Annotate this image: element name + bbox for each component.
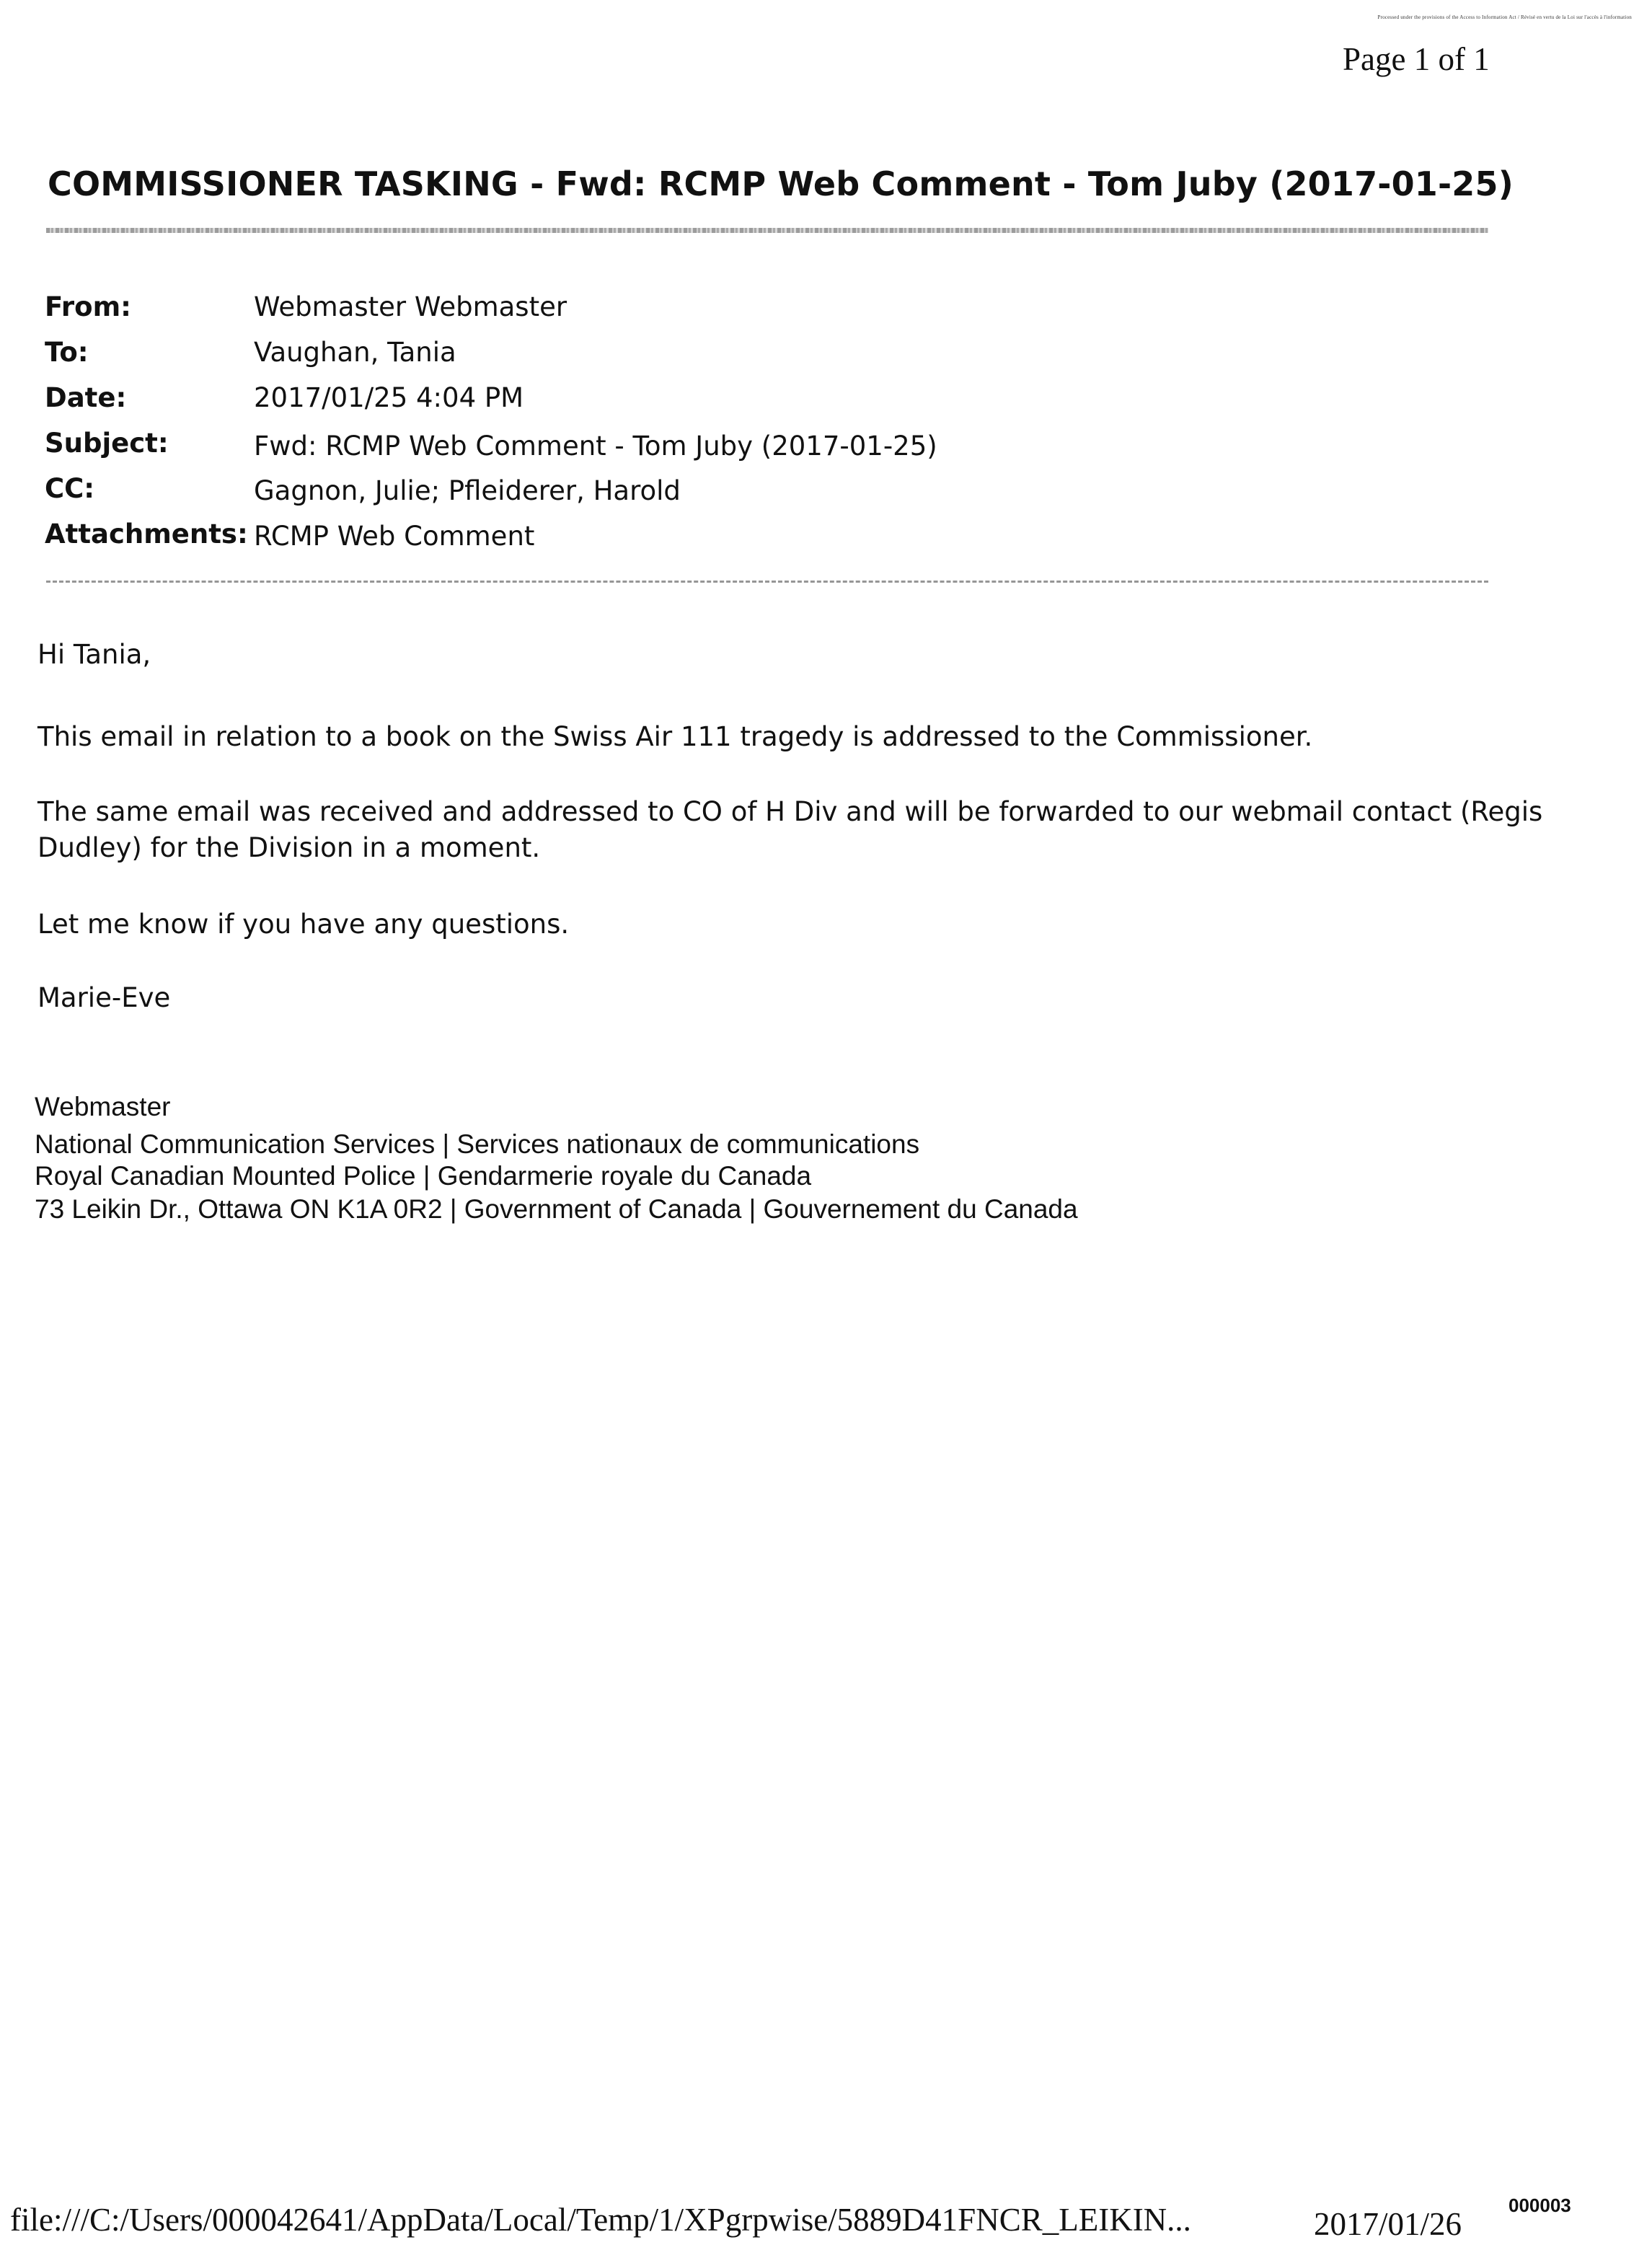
header-value-from: Webmaster Webmaster <box>254 291 567 322</box>
email-paragraph-3: Let me know if you have any questions. <box>37 909 570 940</box>
email-paragraph-1: This email in relation to a book on the Swiss Air 111 tragedy is addressed to the Commissioner. <box>37 721 1313 752</box>
email-signoff: Marie-Eve <box>37 982 171 1013</box>
header-label-date: Date: <box>45 382 127 413</box>
header-value-subject: Fwd: RCMP Web Comment - Tom Juby (2017-01-25) <box>254 431 937 462</box>
email-paragraph-2-line-2: Dudley) for the Division in a moment. <box>37 832 541 863</box>
header-value-date: 2017/01/25 4:04 PM <box>254 382 524 413</box>
email-title: COMMISSIONER TASKING - Fwd: RCMP Web Comment - Tom Juby (2017-01-25) <box>48 164 1514 203</box>
document-page-number: 000003 <box>1509 2194 1571 2216</box>
signature-organization: Royal Canadian Mounted Police | Gendarmerie royale du Canada <box>35 1161 812 1191</box>
header-label-cc: CC: <box>45 473 95 504</box>
signature-title: Webmaster <box>35 1092 171 1121</box>
title-divider <box>46 228 1488 233</box>
header-value-to: Vaughan, Tania <box>254 337 456 368</box>
header-value-cc: Gagnon, Julie; Pfleiderer, Harold <box>254 475 681 506</box>
header-label-to: To: <box>45 337 89 368</box>
header-divider <box>46 581 1488 583</box>
signature-unit: National Communication Services | Services nationaux de communications <box>35 1129 920 1159</box>
footer-file-path: file:///C:/Users/000042641/AppData/Local/Temp/1/XPgrpwise/5889D41FNCR_LEIKIN... <box>10 2202 1191 2238</box>
header-value-attachments: RCMP Web Comment <box>254 521 535 552</box>
page-indicator: Page 1 of 1 <box>1343 41 1490 77</box>
email-paragraph-2-line-1: The same email was received and addressed to CO of H Div and will be forwarded to our webmail contact (Regis <box>37 796 1543 827</box>
header-label-from: From: <box>45 291 131 322</box>
email-greeting: Hi Tania, <box>37 639 151 670</box>
footer-print-date: 2017/01/26 <box>1314 2206 1462 2242</box>
signature-address: 73 Leikin Dr., Ottawa ON K1A 0R2 | Government of Canada | Gouvernement du Canada <box>35 1194 1078 1224</box>
header-label-attachments: Attachments: <box>45 519 248 550</box>
header-label-subject: Subject: <box>45 428 169 459</box>
access-to-information-stamp: Processed under the provisions of the Access to Information Act / Révisé en vertu de la Loi sur l'accès à l'information <box>1377 14 1632 20</box>
